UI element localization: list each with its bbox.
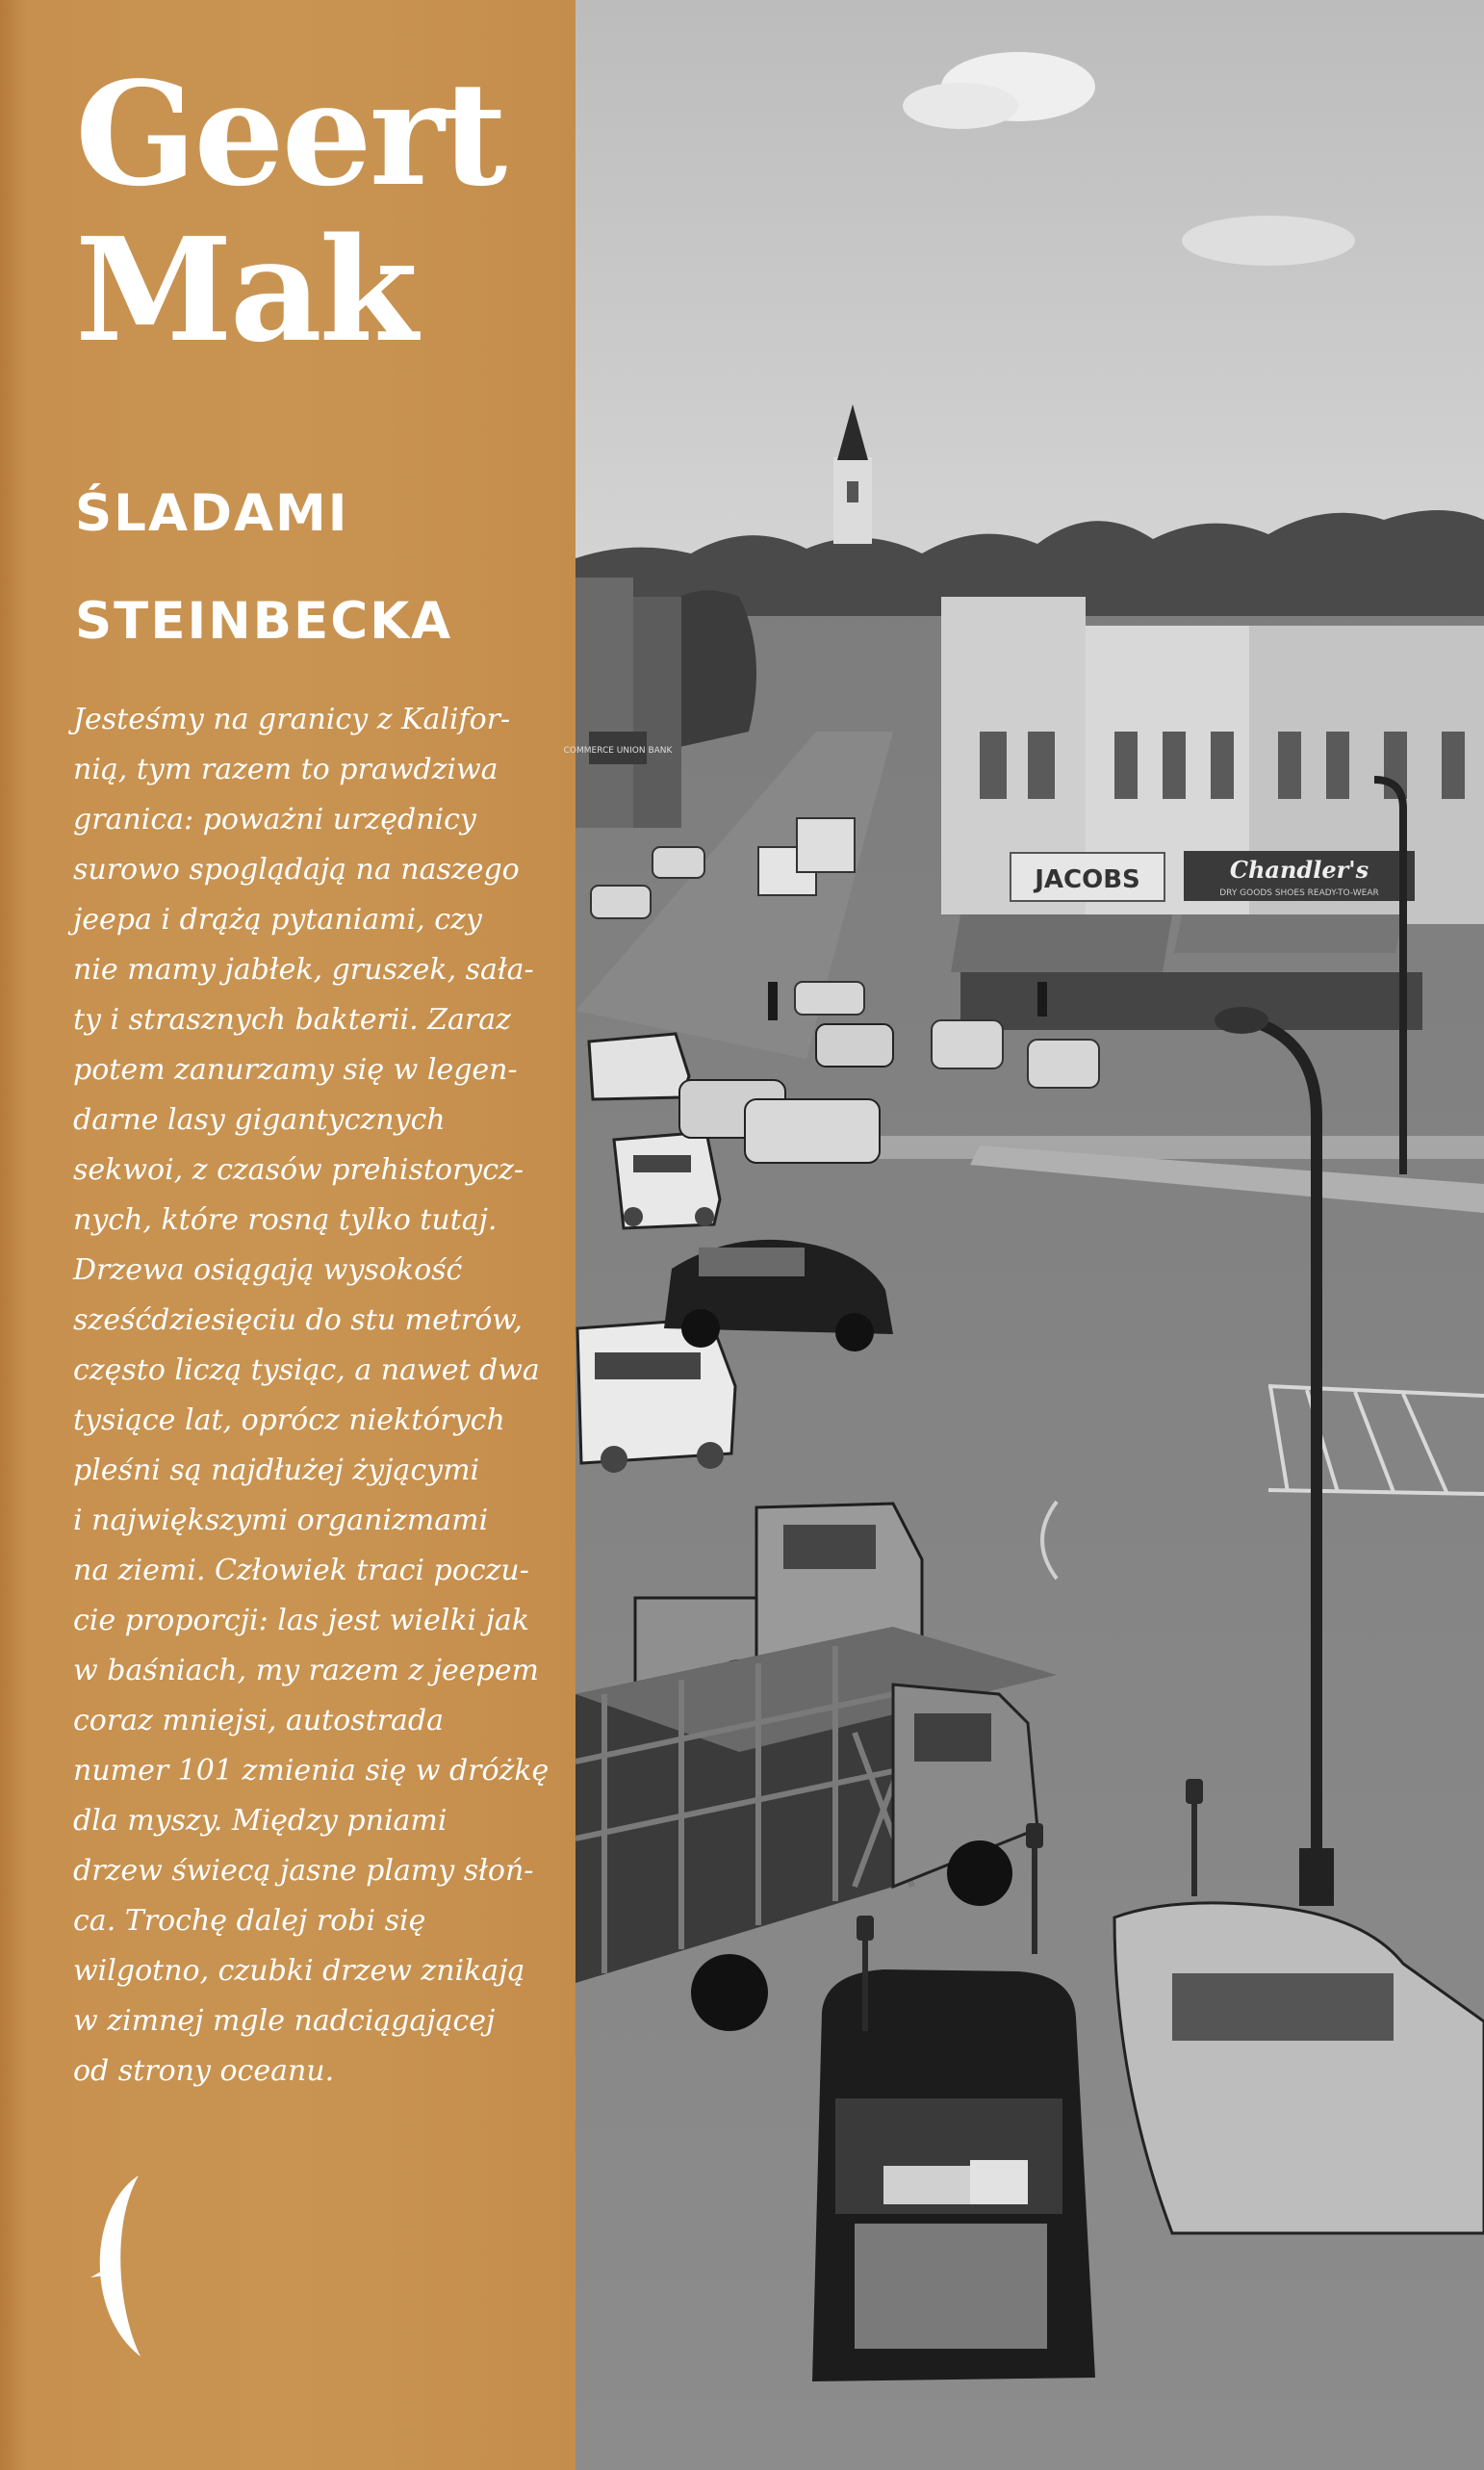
blurb-line: numer 101 zmienia się w dróżkę	[73, 1754, 550, 1788]
photo-sign-chandlers: Chandler's	[1229, 856, 1369, 884]
cover-side-panel	[0, 0, 576, 2470]
blurb-line: od strony oceanu.	[73, 2054, 335, 2088]
author-name	[75, 50, 556, 373]
photo-sign-jacobs: JACOBS	[1035, 865, 1140, 894]
blurb-line: tysiące lat, oprócz niektórych	[73, 1403, 505, 1437]
author-last-name: Mak	[75, 206, 416, 373]
blurb-line: sześćdziesięciu do stu metrów,	[73, 1303, 523, 1337]
blurb-line: darne lasy gigantycznych	[73, 1103, 446, 1137]
blurb-line: drzew świecą jasne plamy słoń-	[73, 1854, 534, 1888]
blurb-line: nych, które rosną tylko tutaj.	[73, 1203, 498, 1237]
blurb-line: w baśniach, my razem z jeepem	[73, 1654, 539, 1687]
blurb-line: pleśni są najdłużej żyjącymi	[73, 1454, 480, 1487]
cover-blurb	[73, 695, 566, 2097]
blurb-line: potem zanurzamy się w legen-	[73, 1053, 518, 1087]
blurb-line: wilgotno, czubki drzew znikają	[73, 1954, 525, 1988]
blurb-line: i największymi organizmami	[73, 1504, 489, 1537]
blurb-line: w zimnej mgle nadciągającej	[73, 2004, 496, 2038]
blurb-line: nie mamy jabłek, gruszek, sała-	[73, 953, 534, 987]
blurb-line: nią, tym razem to prawdziwa	[73, 753, 499, 786]
blurb-line: granica: poważni urzędnicy	[73, 803, 476, 836]
blurb-line: często liczą tysiąc, a nawet dwa	[73, 1353, 540, 1387]
author-first-name: Geert	[75, 50, 505, 218]
czarne-logo-icon	[81, 2170, 148, 2362]
book-title-line-2: STEINBECKA	[75, 592, 453, 651]
blurb-line: Drzewa osiągają wysokość	[73, 1253, 463, 1287]
blurb-line: na ziemi. Człowiek traci poczu-	[73, 1554, 529, 1587]
blurb-line: cie proporcji: las jest wielki jak	[73, 1604, 529, 1637]
cover-photo	[563, 0, 1484, 2470]
blurb-line: ty i strasznych bakterii. Zaraz	[73, 1003, 511, 1037]
photo-sign-bank: COMMERCE UNION BANK	[563, 746, 673, 756]
blurb-line: dla myszy. Między pniami	[73, 1804, 448, 1838]
blurb-line: ca. Trochę dalej robi się	[73, 1904, 426, 1938]
blurb-line: coraz mniejsi, autostrada	[73, 1704, 445, 1737]
blurb-line: jeepa i drążą pytaniami, czy	[73, 903, 482, 937]
photo-sign-dry-goods: DRY GOODS SHOES READY-TO-WEAR	[1219, 888, 1379, 898]
blurb-line: surowo spoglądają na naszego	[73, 853, 520, 887]
blurb-line: sekwoi, z czasów prehistorycz-	[73, 1153, 525, 1187]
blurb-line: Jesteśmy na granicy z Kalifor-	[73, 703, 511, 736]
book-title	[75, 460, 556, 676]
book-title-line-1: ŚLADAMI	[75, 484, 349, 543]
